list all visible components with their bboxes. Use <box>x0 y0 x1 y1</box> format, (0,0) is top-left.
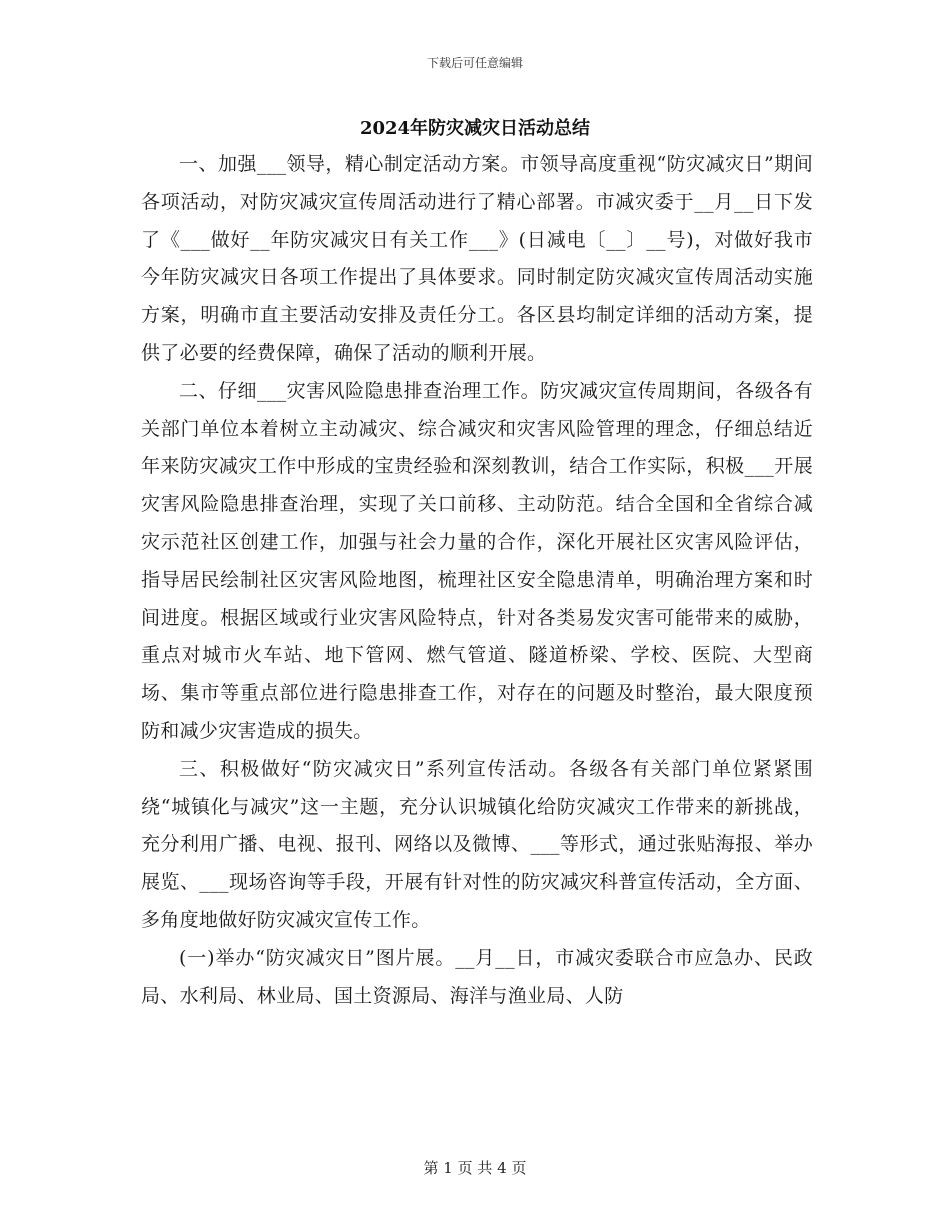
paragraph-3: 三、积极做好“防灾减灾日”系列宣传活动。各级各有关部门单位紧紧围绕“城镇化与减灾”这一主题，充分认识城镇化给防灾减灾工作带来的新挑战，充分利用广播、电视、报刊、网络以及微博、___等形式，通过张贴海报、举办展览、___现场咨询等手段，开展有针对性的防灾减灾科普宣传活动，全方面、多角度地做好防灾减灾宣传工作。 <box>141 757 813 931</box>
header-note: 下载后可任意编辑 <box>426 56 523 70</box>
paragraph-2: 二、仔细___灾害风险隐患排查治理工作。防灾减灾宣传周期间，各级各有关部门单位本着树立主动减灾、综合减灾和灾害风险管理的理念，仔细总结近年来防灾减灾工作中形成的宝贵经验和深刻教训，结合工作实际，积极___开展灾害风险隐患排查治理，实现了关口前移、主动防范。结合全国和全省综合减灾示范社区创建工作，加强与社会力量的合作，深化开展社区灾害风险评估，指导居民绘制社区灾害风险地图，梳理社区安全隐患清单，明确治理方案和时间进度。根据区域或行业灾害风险特点，针对各类易发灾害可能带来的威胁，重点对城市火车站、地下管网、燃气管道、隧道桥梁、学校、医院、大型商场、集市等重点部位进行隐患排查工作，对存在的问题及时整治，最大限度预防和减少灾害造成的损失。 <box>141 379 813 742</box>
document-title: 2024年防灾减灾日活动总结 <box>359 118 591 139</box>
paragraph-1: 一、加强___领导，精心制定活动方案。市领导高度重视“防灾减灾日”期间各项活动，对防灾减灾宣传周活动进行了精心部署。市减灾委于__月__日下发了《___做好__年防灾减灾日有关工作___》(日减电〔__〕__号)，对做好我市今年防灾减灾日各项工作提出了具体要求。同时制定防灾减灾宣传周活动实施方案，明确市直主要活动安排及责任分工。各区县均制定详细的活动方案，提供了必要的经费保障，确保了活动的顺利开展。 <box>141 153 813 364</box>
page-footer: 第 1 页 共 4 页 <box>423 1159 527 1177</box>
paragraph-4: (一)举办“防灾减灾日”图片展。__月__日，市减灾委联合市应急办、民政局、水利局、林业局、国土资源局、海洋与渔业局、人防 <box>141 946 813 1007</box>
document-body <box>141 146 813 1015</box>
